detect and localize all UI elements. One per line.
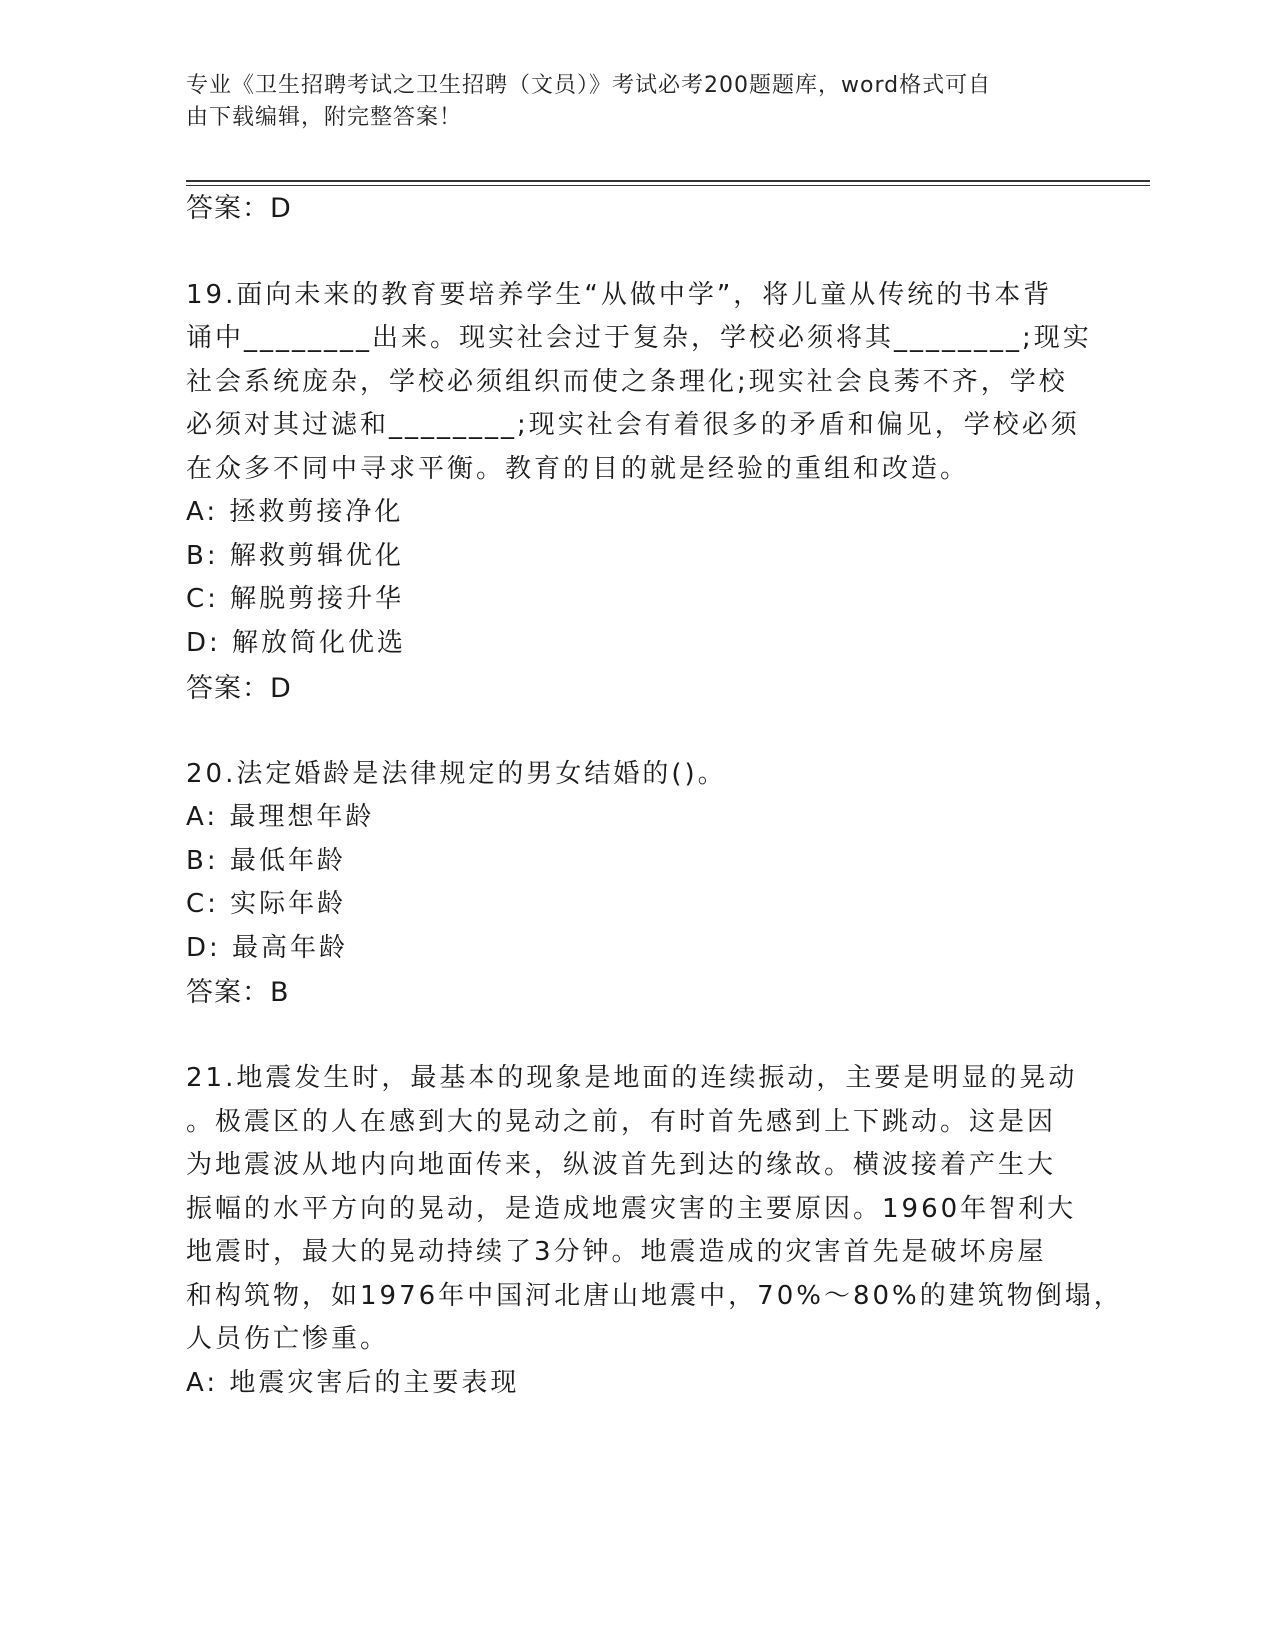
q19-stem-line-2: 诵中________出来。现实社会过于复杂，学校必须将其________;现实 (186, 323, 1092, 353)
q21-option-a: A: 地震灾害后的主要表现 (186, 1368, 520, 1398)
q21-stem-line-7: 人员伤亡惨重。 (186, 1324, 390, 1354)
q20-stem: 20.法定婚龄是法律规定的男女结婚的()。 (186, 759, 727, 789)
q19-option-c: C: 解脱剪接升华 (186, 584, 405, 614)
q20-answer: 答案：B (186, 977, 290, 1008)
header-rule-thick (186, 180, 1150, 182)
answer-q18: 答案：D (186, 193, 292, 224)
page-header (186, 70, 1066, 134)
q21-stem-line-4: 振幅的水平方向的晃动，是造成地震灾害的主要原因。1960年智利大 (186, 1194, 1077, 1224)
q21-stem-line-5: 地震时，最大的晃动持续了3分钟。地震造成的灾害首先是破坏房屋 (186, 1237, 1047, 1267)
q21-stem-line-6: 和构筑物，如1976年中国河北唐山地震中，70%～80%的建筑物倒塌， (186, 1281, 1123, 1311)
q19-stem-line-1: 19.面向未来的教育要培养学生“从做中学”，将儿童从传统的书本背 (186, 280, 1053, 310)
q20-option-c: C: 实际年龄 (186, 889, 347, 919)
q19-answer: 答案：D (186, 673, 292, 704)
header-line-1: 专业《卫生招聘考试之卫生招聘（文员）》考试必考200题题库，word格式可自 (186, 73, 992, 98)
q21-stem-line-3: 为地震波从地内向地面传来，纵波首先到达的缘故。横波接着产生大 (186, 1150, 1057, 1180)
q19-stem-line-4: 必须对其过滤和________;现实社会有着很多的矛盾和偏见，学校必须 (186, 410, 1080, 440)
q19-stem-line-3: 社会系统庞杂，学校必须组织而使之条理化;现实社会良莠不齐，学校 (186, 367, 1068, 397)
q20-option-b: B: 最低年龄 (186, 846, 346, 876)
q21-stem-line-1: 21.地震发生时，最基本的现象是地面的连续振动，主要是明显的晃动 (186, 1063, 1078, 1093)
header-rule-thin (186, 185, 1150, 186)
q19-option-b: B: 解救剪辑优化 (186, 541, 404, 571)
header-line-2: 由下载编辑，附完整答案！ (186, 105, 463, 130)
q19-stem-line-5: 在众多不同中寻求平衡。教育的目的就是经验的重组和改造。 (186, 454, 970, 484)
q20-option-a: A: 最理想年龄 (186, 802, 375, 832)
q20-option-d: D: 最高年龄 (186, 933, 349, 963)
q19-option-d: D: 解放简化优选 (186, 628, 407, 658)
q21-stem-line-2: 。极震区的人在感到大的晃动之前，有时首先感到上下跳动。这是因 (186, 1107, 1057, 1137)
q19-option-a: A: 拯救剪接净化 (186, 497, 404, 527)
